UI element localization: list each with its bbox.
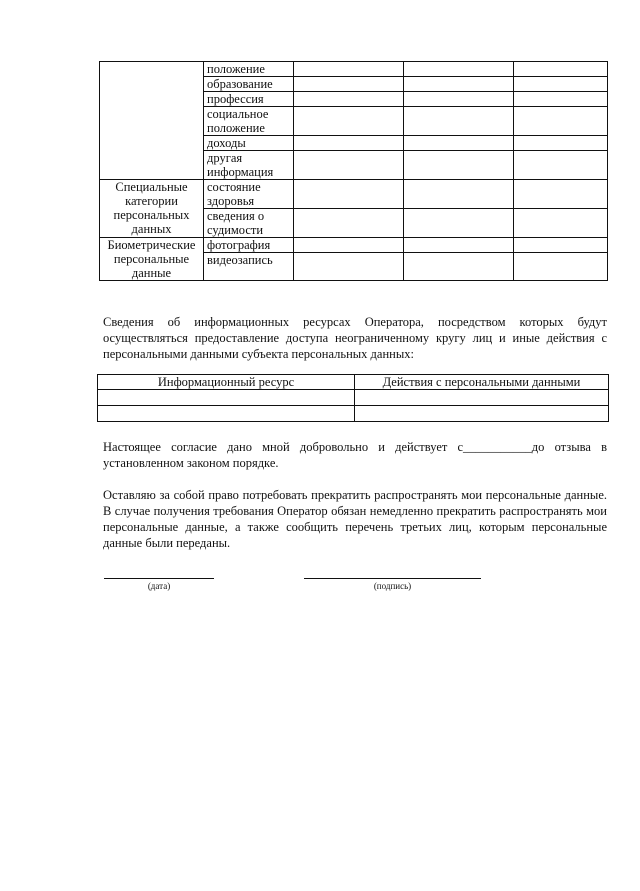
data-item-cell: состояние здоровья [204, 180, 294, 209]
data-item-cell: фотография [204, 238, 294, 253]
table-row [98, 390, 609, 406]
category-special-cell: Специальные категории персональных данных [100, 180, 204, 238]
data-item-cell: видеозапись [204, 253, 294, 281]
date-caption: (дата) [147, 581, 171, 591]
data-item-cell: положение [204, 62, 294, 77]
data-item-cell: доходы [204, 136, 294, 151]
column-header-resource: Информационный ресурс [98, 375, 355, 390]
data-item-cell: образование [204, 77, 294, 92]
category-biometric-cell: Биометрические персональные данные [100, 238, 204, 281]
signature-line [304, 578, 481, 579]
category-cell-empty [100, 62, 204, 180]
column-header-actions: Действия с персональными данными [355, 375, 609, 390]
data-item-cell: социальное положение [204, 107, 294, 136]
personal-data-table [99, 61, 608, 281]
table-row [98, 406, 609, 422]
table-row [100, 238, 608, 253]
data-item-cell: другая информация [204, 151, 294, 180]
table-header-row [98, 375, 609, 390]
data-item-cell: сведения о судимости [204, 209, 294, 238]
signature-caption: (подпись) [373, 581, 412, 591]
info-resources-paragraph: Сведения об информационных ресурсах Оператора, посредством которых будут осуществляться предоставление доступа неограниченному кругу лиц и иные действия с персональными данными субъекта персональных данных: [103, 315, 607, 361]
table-row [100, 180, 608, 209]
consent-validity-paragraph: Настоящее согласие дано мной добровольно и действует с___________до отзыва в установленном законом порядке. [103, 440, 607, 470]
date-line [104, 578, 214, 579]
info-resources-table [97, 374, 609, 422]
right-to-revoke-paragraph: Оставляю за собой право потребовать прекратить распространять мои персональные данные. В случае получения требования Оператор обязан немедленно прекратить распространять мои персональные данные, а также сообщить перечень третьих лиц, которым персональные данные были переданы. [103, 488, 607, 550]
data-item-cell: профессия [204, 92, 294, 107]
table-row [100, 62, 608, 77]
